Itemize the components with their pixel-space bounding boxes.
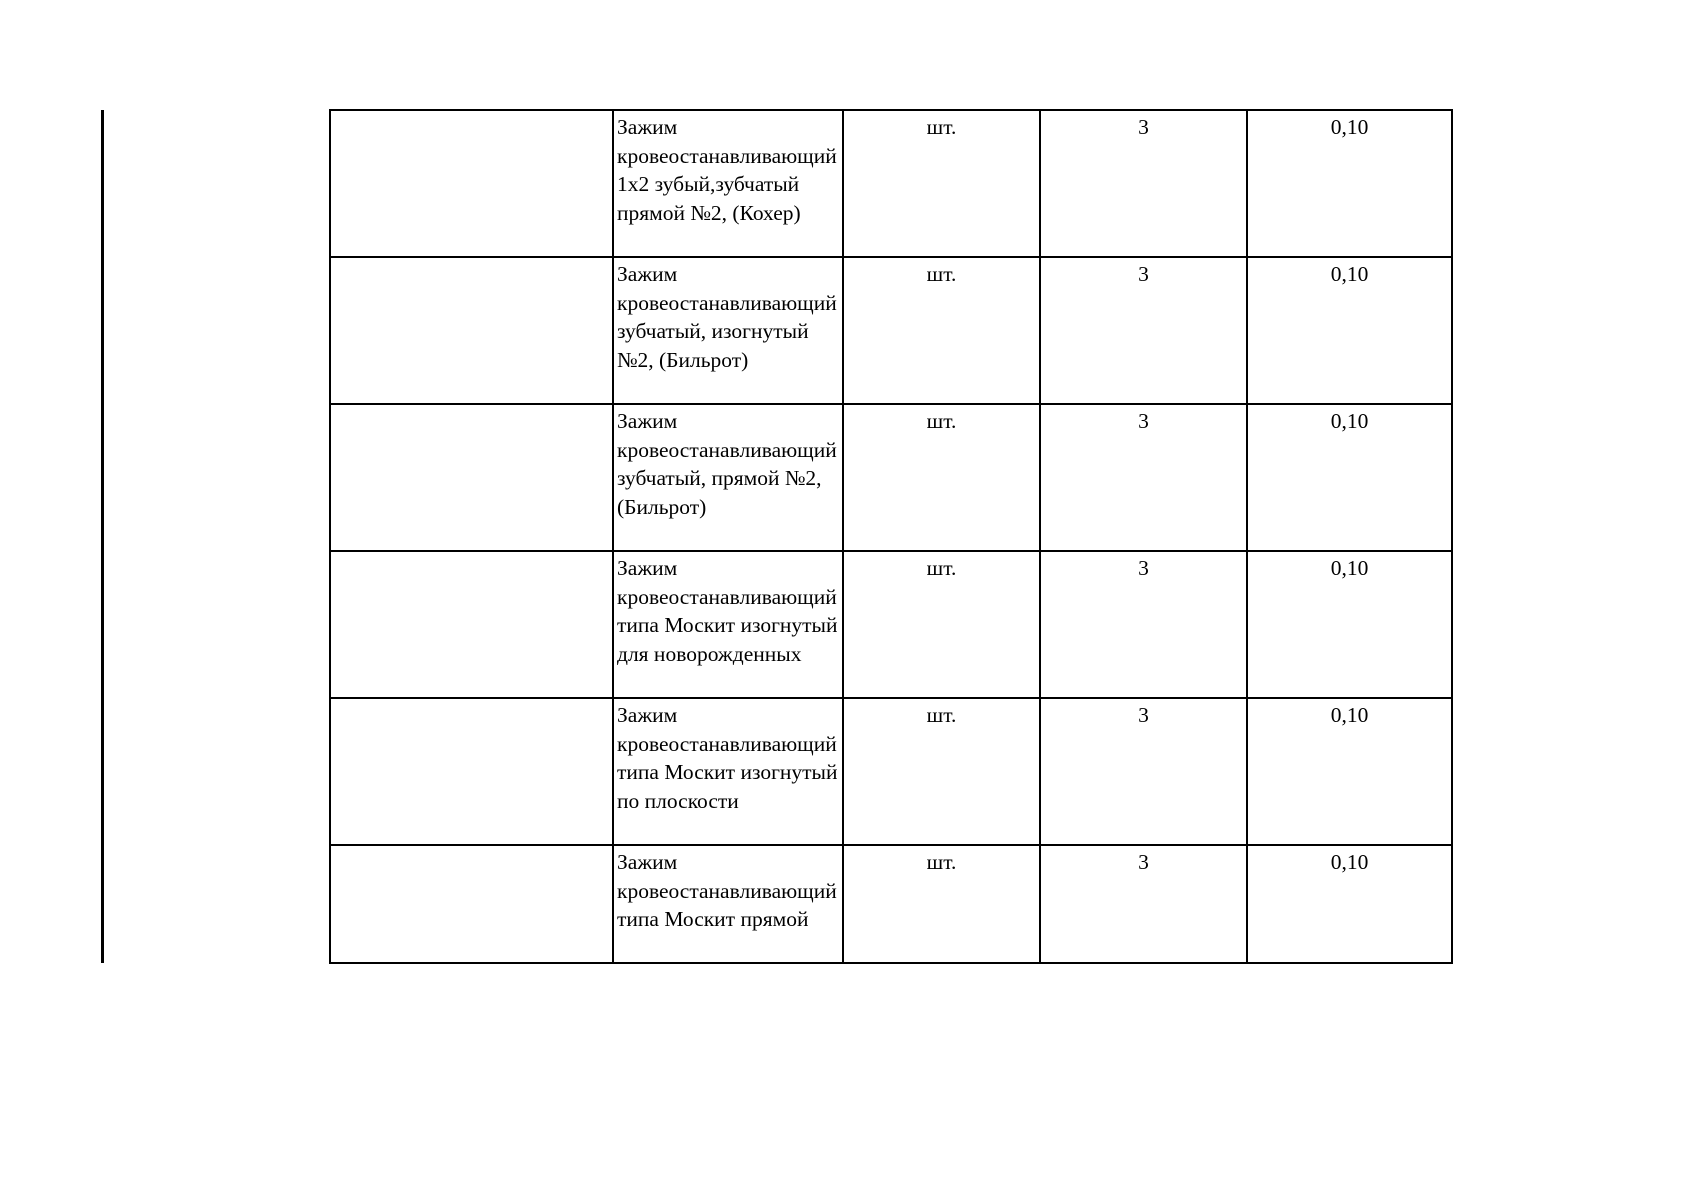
- item-name-cell: Зажим кровеостанавливающий типа Москит изогнутый по плоскости: [613, 698, 843, 845]
- table-row: [330, 257, 1452, 404]
- table-row: [330, 551, 1452, 698]
- item-name-cell: Зажим кровеостанавливающий типа Москит прямой: [613, 845, 843, 963]
- unit-cell: шт.: [843, 698, 1040, 845]
- value-cell: 0,10: [1247, 110, 1452, 257]
- quantity-cell: 3: [1040, 845, 1247, 963]
- unit-cell: шт.: [843, 551, 1040, 698]
- value-cell: 0,10: [1247, 404, 1452, 551]
- value-cell: 0,10: [1247, 257, 1452, 404]
- quantity-cell: 3: [1040, 404, 1247, 551]
- row-blank-cell: [330, 110, 613, 257]
- item-name-cell: Зажим кровеостанавливающий зубчатый, изогнутый №2, (Бильрот): [613, 257, 843, 404]
- item-name-cell: Зажим кровеостанавливающий 1х2 зубый,зубчатый прямой №2, (Кохер): [613, 110, 843, 257]
- row-blank-cell: [330, 404, 613, 551]
- row-blank-cell: [330, 257, 613, 404]
- unit-cell: шт.: [843, 845, 1040, 963]
- quantity-cell: 3: [1040, 257, 1247, 404]
- row-blank-cell: [330, 551, 613, 698]
- value-cell: 0,10: [1247, 698, 1452, 845]
- item-name-cell: Зажим кровеостанавливающий зубчатый, прямой №2, (Бильрот): [613, 404, 843, 551]
- quantity-cell: 3: [1040, 551, 1247, 698]
- table-row: [330, 845, 1452, 963]
- unit-cell: шт.: [843, 257, 1040, 404]
- quantity-cell: 3: [1040, 110, 1247, 257]
- table-row: [330, 404, 1452, 551]
- quantity-cell: 3: [1040, 698, 1247, 845]
- table-row: [330, 110, 1452, 257]
- left-margin-rule: [101, 110, 104, 963]
- table-row: [330, 698, 1452, 845]
- item-name-cell: Зажим кровеостанавливающий типа Москит изогнутый для новорожденных: [613, 551, 843, 698]
- items-table: [329, 109, 1453, 964]
- unit-cell: шт.: [843, 404, 1040, 551]
- unit-cell: шт.: [843, 110, 1040, 257]
- value-cell: 0,10: [1247, 551, 1452, 698]
- value-cell: 0,10: [1247, 845, 1452, 963]
- row-blank-cell: [330, 845, 613, 963]
- row-blank-cell: [330, 698, 613, 845]
